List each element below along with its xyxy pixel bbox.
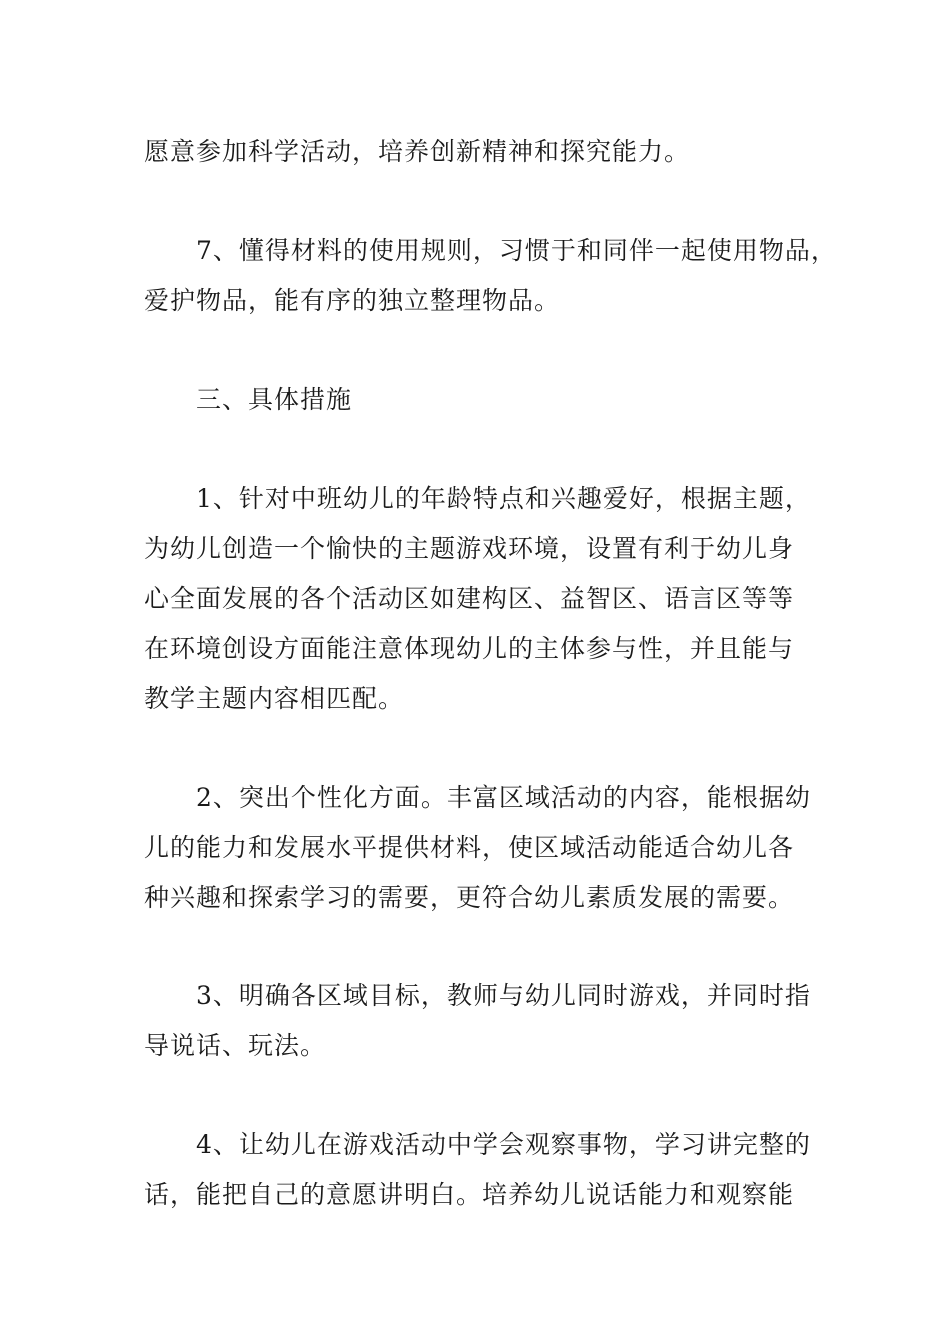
measure-4-line-2: 话，能把自己的意愿讲明白。培养幼儿说话能力和观察能: [144, 1180, 795, 1209]
measure-1-line-4: 在环境创设方面能注意体现幼儿的主体参与性，并且能与: [144, 634, 795, 663]
measure-2-line-3: 种兴趣和探索学习的需要，更符合幼儿素质发展的需要。: [144, 883, 795, 912]
measure-1-line-5: 教学主题内容相匹配。: [144, 684, 405, 713]
measure-1-line-1: 1、针对中班幼儿的年龄特点和兴趣爱好，根据主题，: [196, 484, 811, 513]
measure-3-line-1: 3、明确各区域目标，教师与幼儿同时游戏，并同时指: [196, 981, 811, 1010]
measure-1-line-2: 为幼儿创造一个愉快的主题游戏环境，设置有利于幼儿身: [144, 534, 795, 563]
item-7-line-1: 7、懂得材料的使用规则，习惯于和同伴一起使用物品，: [196, 236, 837, 265]
paragraph-continuation-line: 愿意参加科学活动，培养创新精神和探究能力。: [144, 137, 691, 166]
item-7-line-2: 爱护物品，能有序的独立整理物品。: [144, 286, 561, 315]
measure-4-line-1: 4、让幼儿在游戏活动中学会观察事物，学习讲完整的: [196, 1130, 811, 1159]
measure-2-line-1: 2、突出个性化方面。丰富区域活动的内容，能根据幼: [196, 783, 811, 812]
measure-1-line-3: 心全面发展的各个活动区如建构区、益智区、语言区等等: [144, 584, 795, 613]
section-heading: 三、具体措施: [196, 385, 353, 414]
measure-3-line-2: 导说话、玩法。: [144, 1031, 327, 1060]
measure-2-line-2: 儿的能力和发展水平提供材料，使区域活动能适合幼儿各: [144, 833, 795, 862]
